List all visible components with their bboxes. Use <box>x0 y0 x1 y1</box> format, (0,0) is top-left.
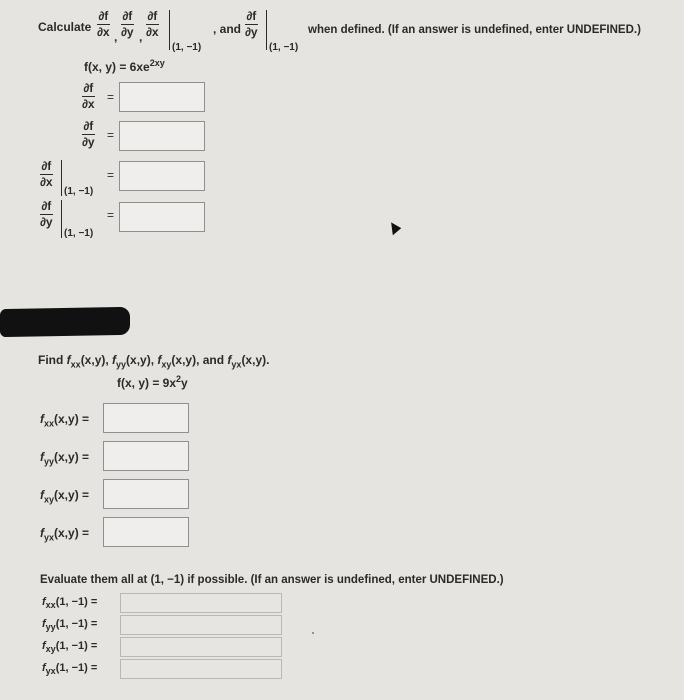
label-base: f <box>42 640 46 652</box>
evaluation-bar <box>61 200 62 238</box>
label-base: f <box>42 618 46 630</box>
label-subscript: xy <box>45 644 56 655</box>
prompt-list: $f_{xx}(x,y)$, $f_{yy}(x,y)$, $f_{xy}(x,y)$, and $f_{yx}(x,y)$. <box>66 353 270 370</box>
label-base: f <box>40 526 44 540</box>
comma: , <box>139 30 143 44</box>
second-partial-label-yy <box>40 450 89 466</box>
calculate-label: Calculate <box>38 20 92 34</box>
label-subscript: yx <box>45 666 56 677</box>
denominator: ∂x <box>40 175 53 189</box>
speck <box>312 632 314 634</box>
eval-partial-input-xx[interactable] <box>120 593 282 613</box>
eval-partial-label-xy <box>42 640 97 654</box>
partial-fy-fraction <box>121 10 134 39</box>
function-suffix: y <box>181 376 188 390</box>
evaluation-bar <box>266 10 267 50</box>
df-dy-eval-input[interactable] <box>119 202 205 232</box>
eval-partial-input-yx[interactable] <box>120 659 282 679</box>
denominator: ∂y <box>40 215 53 229</box>
label-base: f <box>42 596 46 608</box>
eval-point: (1, −1) <box>64 228 94 239</box>
df-dx-eval-input[interactable] <box>119 161 205 191</box>
second-partial-label-xy <box>40 488 89 504</box>
second-partial-input-xx[interactable] <box>103 403 189 433</box>
comma: , <box>114 30 118 44</box>
denominator: ∂x <box>97 25 110 39</box>
df-dx-input[interactable] <box>119 82 205 112</box>
label-subscript: xx <box>44 418 55 429</box>
df-dy-fraction <box>82 120 95 149</box>
numerator: ∂f <box>147 9 158 23</box>
numerator: ∂f <box>83 81 94 95</box>
part2-prompt <box>38 353 269 369</box>
eval-point: (1, −1) <box>64 186 94 197</box>
part3-instruction: Evaluate them all at (1, −1) if possible. (If an answer is undefined, enter UNDEFINED.) <box>40 574 504 586</box>
partial-fy-eval-fraction <box>245 10 258 39</box>
label-base: f <box>40 450 44 464</box>
label-subscript: xx <box>45 600 56 611</box>
label-argument: (1, −1) = <box>55 618 98 630</box>
eval-point: (1, −1) <box>172 42 202 53</box>
evaluation-bar <box>61 160 62 196</box>
eval-point: (1, −1) <box>269 42 299 53</box>
and-label: , and <box>213 22 242 36</box>
label-argument: (x,y) = <box>54 412 90 426</box>
numerator: ∂f <box>41 159 52 173</box>
redaction-mark <box>0 307 130 337</box>
numerator: ∂f <box>41 199 52 213</box>
label-subscript: yy <box>45 622 56 633</box>
function-text: f(x, y) = 6xe <box>84 60 150 74</box>
label-argument: (x,y) = <box>54 450 90 464</box>
label-argument: (x,y) = <box>54 488 90 502</box>
label-argument: (x,y) = <box>54 526 90 540</box>
denominator: ∂x <box>146 25 159 39</box>
label-base: f <box>42 662 46 674</box>
equals-sign: = <box>107 168 115 182</box>
numerator: ∂f <box>122 9 133 23</box>
equals-sign: = <box>107 128 115 142</box>
label-base: f <box>40 412 44 426</box>
second-partial-label-yx <box>40 526 89 542</box>
denominator: ∂y <box>121 25 134 39</box>
df-dx-eval-fraction <box>40 160 53 189</box>
label-subscript: yy <box>44 456 55 467</box>
function-exponent: 2 <box>176 374 182 384</box>
evaluation-bar <box>169 10 170 50</box>
denominator: ∂y <box>82 135 95 149</box>
second-partial-input-xy[interactable] <box>103 479 189 509</box>
label-base: f <box>40 488 44 502</box>
function-text: f(x, y) = 9x <box>117 376 177 390</box>
instruction-text: when defined. (If an answer is undefined, enter UNDEFINED.) <box>308 24 641 36</box>
partial-fx-eval-fraction <box>146 10 159 39</box>
mouse-cursor-icon <box>386 220 401 235</box>
eval-partial-label-yy <box>42 618 97 632</box>
label-subscript: xy <box>44 494 55 505</box>
label-argument: (1, −1) = <box>55 662 98 674</box>
second-partial-label-xx <box>40 412 89 428</box>
partial-fx-fraction <box>97 10 110 39</box>
equals-sign: = <box>107 90 115 104</box>
numerator: ∂f <box>83 119 94 133</box>
denominator: ∂y <box>245 25 258 39</box>
label-argument: (1, −1) = <box>55 596 98 608</box>
function-definition <box>84 58 165 74</box>
label-subscript: yx <box>44 532 55 543</box>
eval-partial-input-yy[interactable] <box>120 615 282 635</box>
label-argument: (1, −1) = <box>55 640 98 652</box>
numerator: ∂f <box>98 9 109 23</box>
denominator: ∂x <box>82 97 95 111</box>
eval-partial-input-xy[interactable] <box>120 637 282 657</box>
df-dy-input[interactable] <box>119 121 205 151</box>
eval-partial-label-yx <box>42 662 97 676</box>
equals-sign: = <box>107 208 115 222</box>
function-exponent: 2xy <box>149 58 165 68</box>
second-partial-input-yy[interactable] <box>103 441 189 471</box>
numerator: ∂f <box>246 9 257 23</box>
prompt-prefix: Find <box>38 353 64 367</box>
eval-partial-label-xx <box>42 596 97 610</box>
df-dy-eval-fraction <box>40 200 53 229</box>
part2-function <box>117 374 188 390</box>
df-dx-fraction <box>82 82 95 111</box>
second-partial-input-yx[interactable] <box>103 517 189 547</box>
